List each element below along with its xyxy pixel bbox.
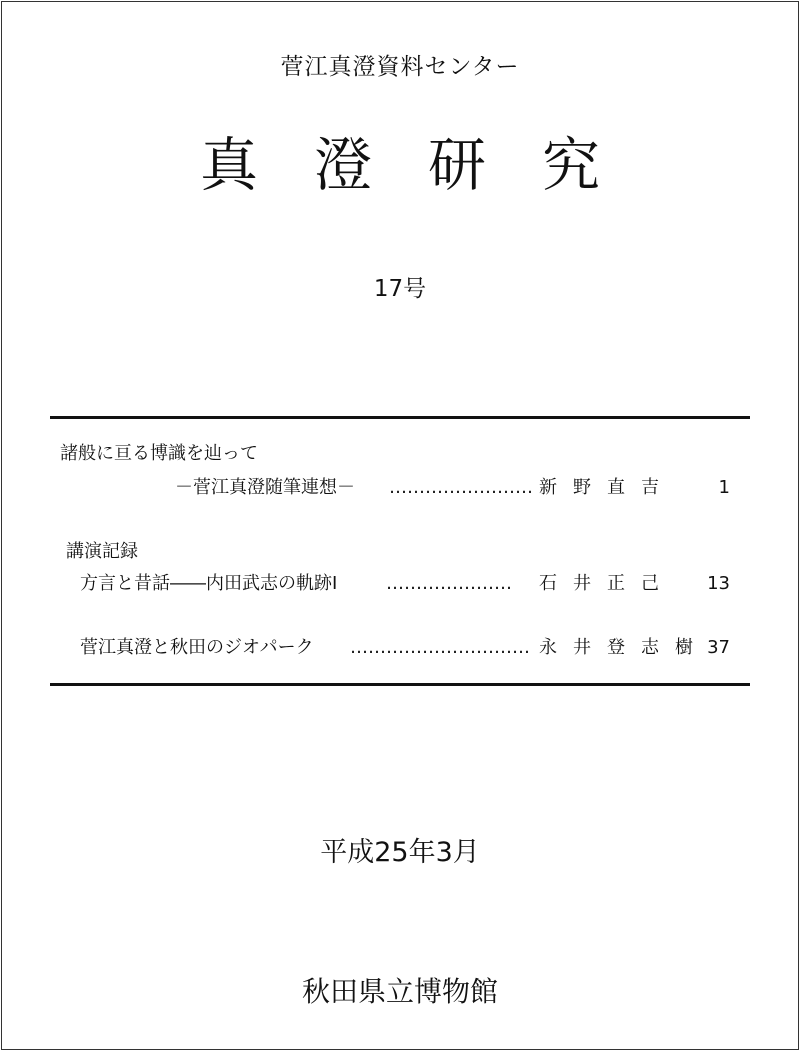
toc-entry-author: 石井正己 [539,573,675,594]
toc-entry [80,636,730,660]
toc-bottom-rule [50,683,750,686]
toc-entry-title: －菅江真澄随筆連想－ [175,477,355,498]
publisher-name: 秋田県立博物館 [301,975,498,1008]
author-name: 永井登志樹 [539,637,709,658]
toc-entry-author [539,636,709,660]
toc-entry [175,476,730,500]
toc-section2-title: 講演記録 [66,541,138,562]
issue-number: 17号 [373,276,427,302]
toc-leader: ………………… [386,573,512,594]
toc-entry-page: 37 [707,637,730,658]
toc-entry-page: 13 [707,573,730,594]
toc-entry-author: 新野直吉 [539,477,675,498]
journal-title: 真澄研究 [199,131,656,199]
toc-top-rule [50,416,750,419]
toc-leader: …………………… [389,477,533,498]
toc-entry [80,572,730,596]
toc-leader: ………………………… [350,637,530,658]
toc-entry-title: 菅江真澄と秋田のジオパーク [80,637,314,658]
toc-entry-page: 1 [718,477,730,498]
organization-name: 菅江真澄資料センター [280,54,520,80]
publication-date: 平成25年3月 [320,837,480,868]
toc-section1-title: 諸般に亘る博識を辿って [60,443,258,464]
toc-entry-title: 方言と昔話――内田武志の軌跡Ⅰ [80,573,338,594]
